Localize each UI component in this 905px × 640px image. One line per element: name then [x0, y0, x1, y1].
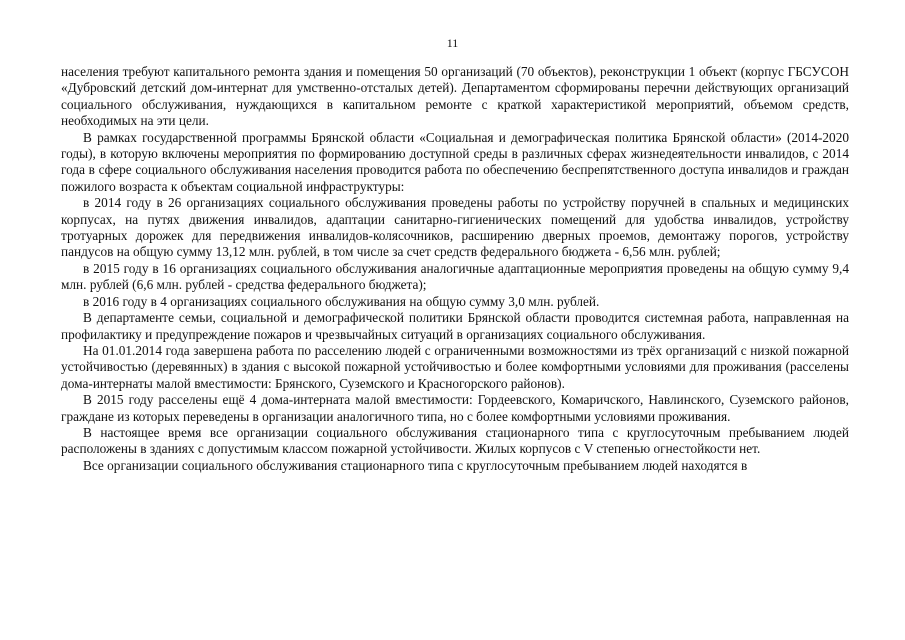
paragraph: На 01.01.2014 года завершена работа по расселению людей с ограниченными возможностями из трёх организаций с низкой пожарной устойчивостью (деревянных) в здания с высокой пожарной устойчивостью и более комфортными условиями для проживания (расселены дома-интернаты малой вместимости: Брянского, Суземского и Красногорского районов).: [61, 342, 849, 391]
paragraph: в 2016 году в 4 организациях социального обслуживания на общую сумму 3,0 млн. рублей.: [83, 293, 600, 309]
paragraph: В рамках государственной программы Брянской области «Социальная и демографическая политика Брянской области» (2014-2020 годы), в которую включены мероприятия по формированию доступной среды в различных сферах жизнедеятельности инвалидов, с 2014 года в сфере социального обслуживания населения проводится работа по обеспечению беспрепятственного доступа инвалидов и граждан пожилого возраста к объектам социальной инфраструктуры:: [61, 129, 849, 194]
body-text: [61, 64, 849, 474]
paragraph: В 2015 году расселены ещё 4 дома-интерната малой вместимости: Гордеевского, Комаричского, Навлинского, Суземского районов, граждане из которых переведены в организации аналогичного типа, но с более комфортными условиями проживания.: [61, 392, 849, 424]
paragraph: В департаменте семьи, социальной и демографической политики Брянской области проводится системная работа, направленная на профилактику и предупреждение пожаров и чрезвычайных ситуаций в организациях социального обслуживания.: [61, 310, 849, 342]
paragraph: Все организации социального обслуживания стационарного типа с круглосуточным пребыванием людей находятся в: [83, 457, 748, 473]
paragraph: В настоящее время все организации социального обслуживания стационарного типа с круглосуточным пребыванием людей расположены в зданиях с допустимым классом пожарной устойчивости. Жилых корпусов с V степенью огнестойкости нет.: [61, 424, 849, 457]
paragraph: в 2015 году в 16 организациях социального обслуживания аналогичные адаптационные мероприятия проведены на общую сумму 9,4 млн. рублей (6,6 млн. рублей - средства федерального бюджета);: [61, 260, 849, 293]
paragraph: в 2014 году в 26 организациях социального обслуживания проведены работы по устройству поручней в спальных и медицинских корпусах, на путях движения инвалидов, адаптации санитарно-гигиенических помещений для удобства инвалидов, устройству тротуарных дорожек для передвижения инвалидов-колясочников, расширению дверных проемов, демонтажу порогов, устройству пандусов на общую сумму 13,12 млн. рублей, в том числе за счет средств федерального бюджета - 6,56 млн. рублей;: [61, 195, 849, 260]
paragraph: населения требуют капитального ремонта здания и помещения 50 организаций (70 объектов), реконструкции 1 объект (корпус ГБСУСОН «Дубровский детский дом-интернат для умственно-отсталых детей). Департаментом сформированы перечни действующих организаций социального обслуживания, нуждающихся в капитальном ремонте с краткой характеристикой мероприятий, объемом средств, необходимых на эти цели.: [61, 64, 849, 129]
page-number: 11: [446, 36, 459, 50]
